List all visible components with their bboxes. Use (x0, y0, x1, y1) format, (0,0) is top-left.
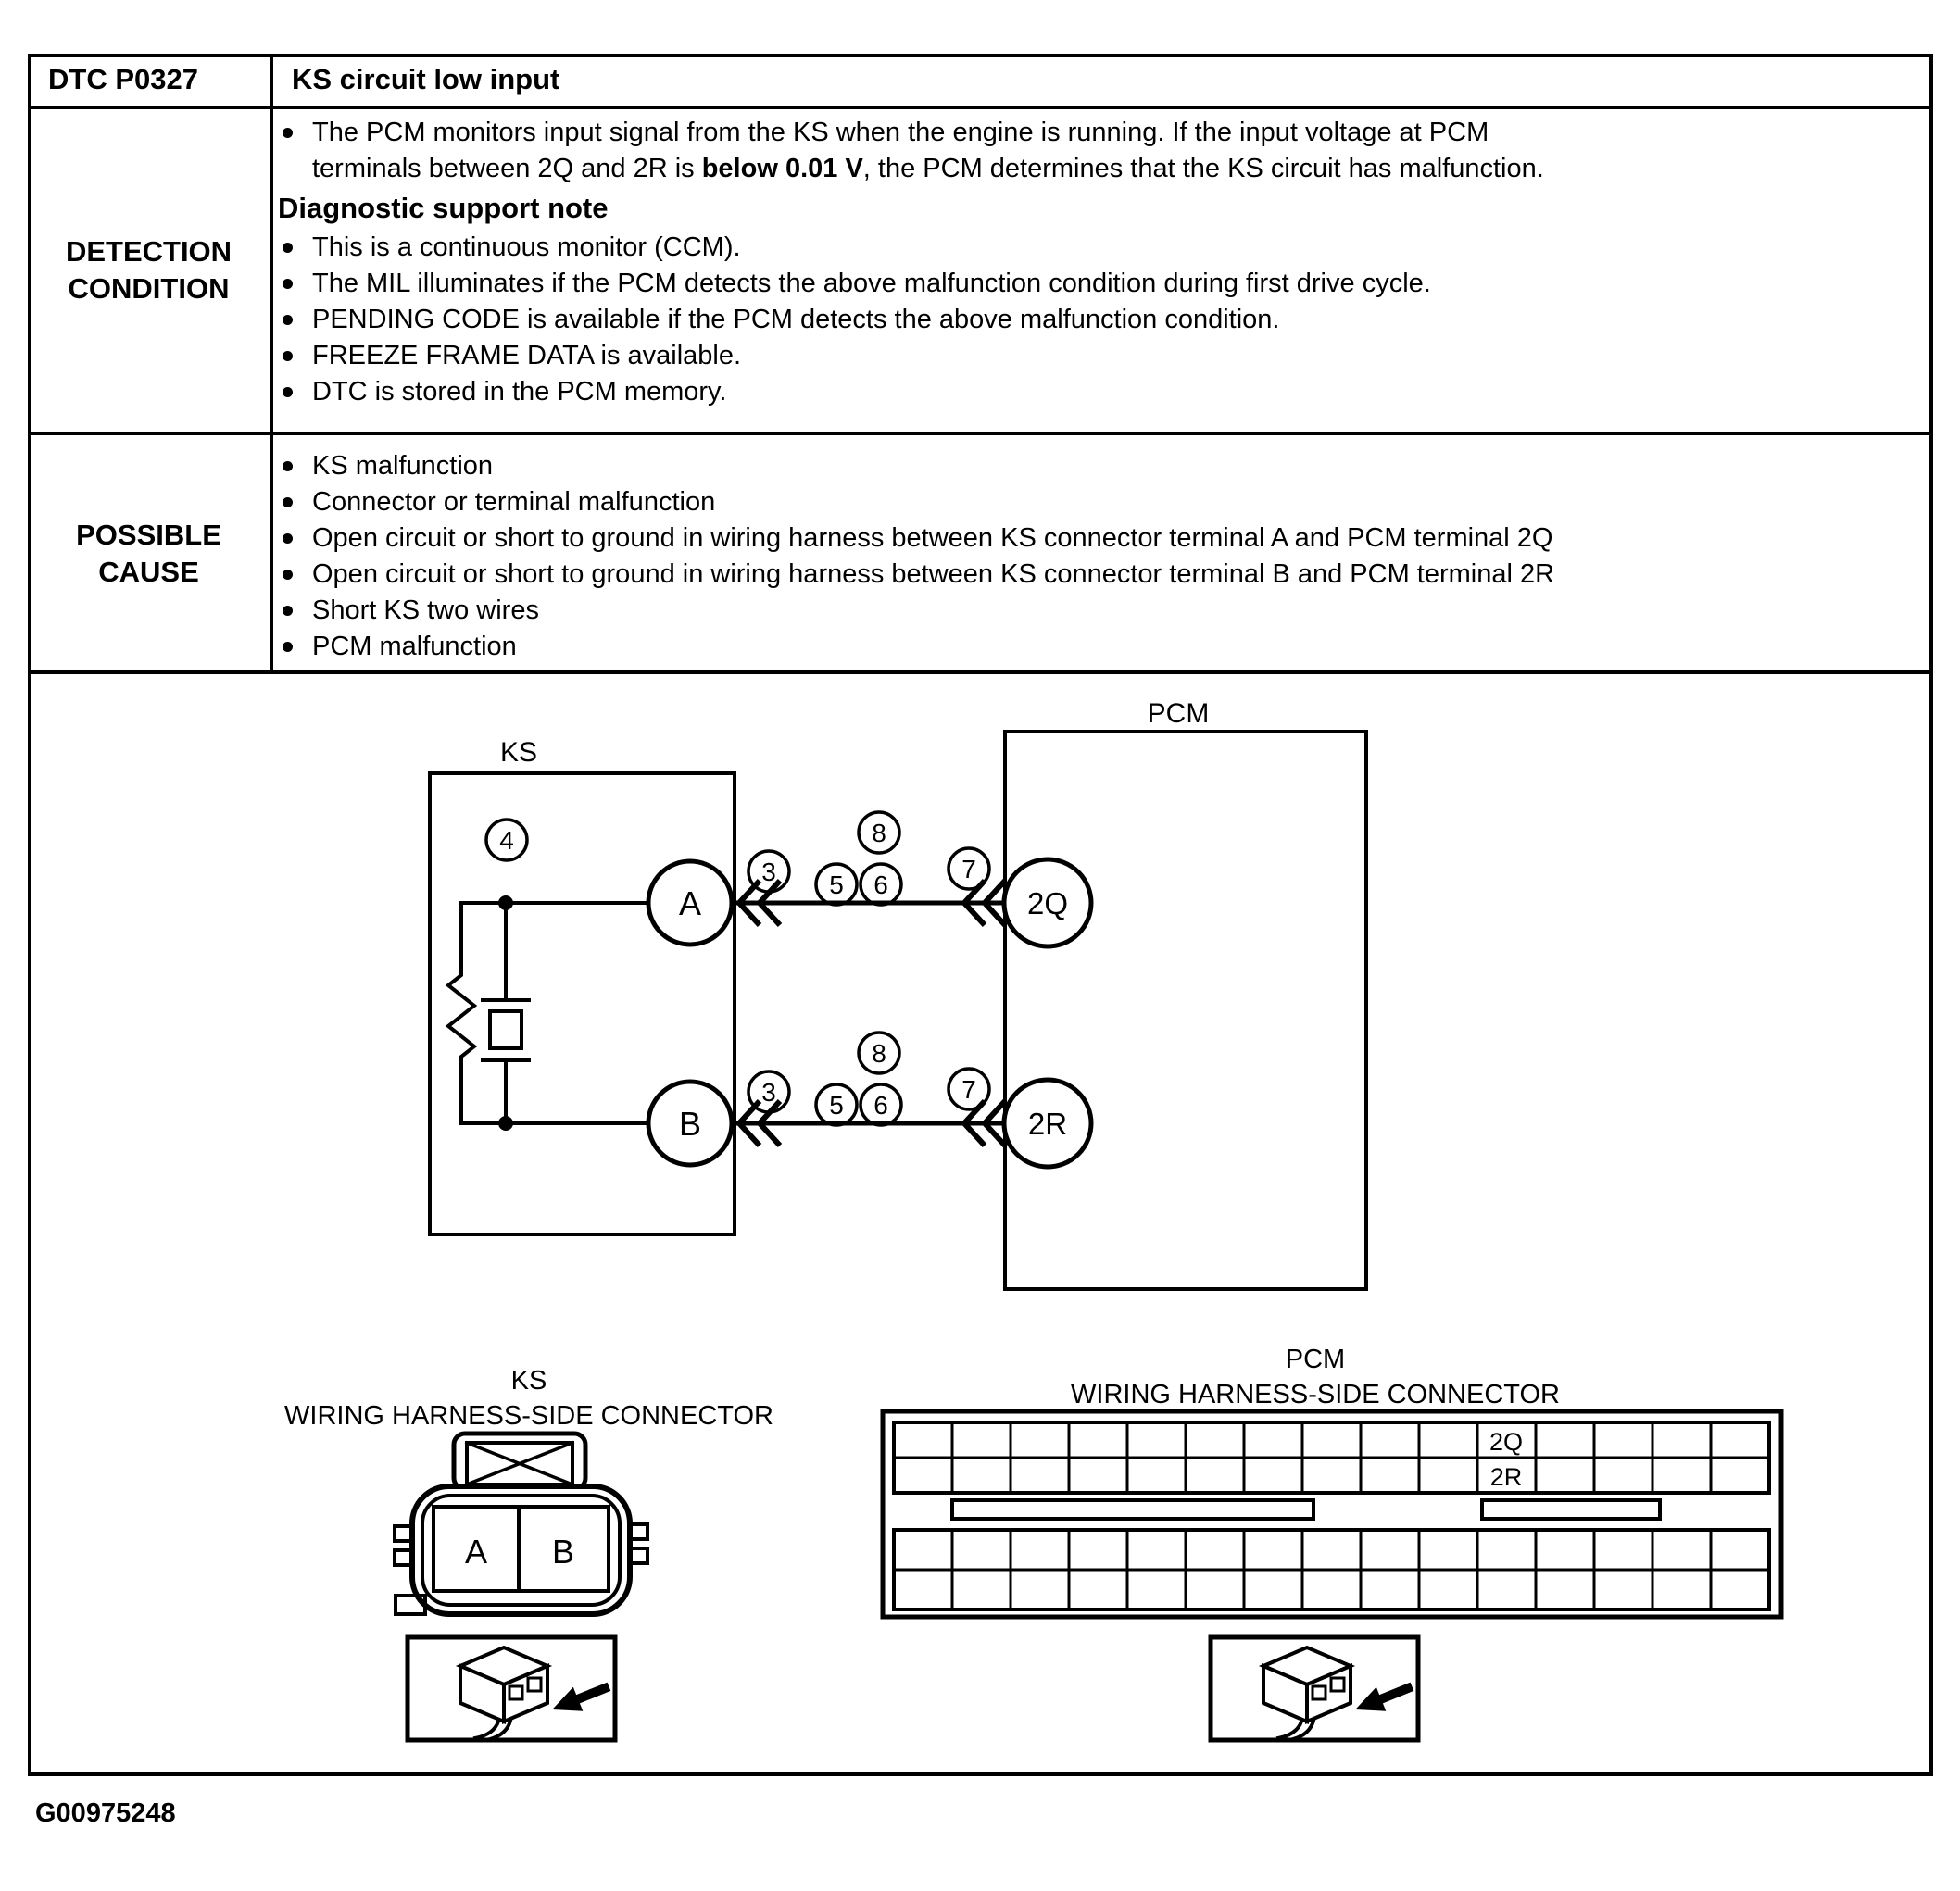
detection-bullet-dtc-stored: DTC is stored in the PCM memory. (278, 374, 1927, 410)
piezo-element-symbol (483, 903, 529, 1123)
threshold-value: below 0.01 V (701, 154, 863, 183)
resistor-symbol (448, 903, 474, 1123)
cause-bullet-ks-malfunction: KS malfunction (278, 448, 1927, 484)
ks-connector-title-line2: WIRING HARNESS-SIDE CONNECTOR (284, 1401, 773, 1431)
callout-7: 7 (961, 1075, 976, 1104)
junction-dot (498, 1116, 513, 1131)
pcm-terminal-2r-label: 2R (1027, 1107, 1068, 1141)
figure-id: G00975248 (35, 1798, 176, 1828)
detection-bullet-monitor-line1: The PCM monitors input signal from the KS when the engine is running. If the input voltage at PCM (312, 118, 1489, 147)
detection-bullet-pending-code: PENDING CODE is available if the PCM detects the above malfunction condition. (278, 302, 1927, 338)
cause-bullet-short-ks-wires: Short KS two wires (278, 593, 1927, 629)
pcm-connector-slot-left (952, 1500, 1313, 1519)
callout-4: 4 (499, 826, 514, 855)
cause-label-line1: POSSIBLE (76, 519, 221, 551)
cause-bullet-open-circuit-b: Open circuit or short to ground in wiring harness between KS connector terminal B and PCM terminal 2R (278, 557, 1927, 593)
callout-5: 5 (829, 1091, 844, 1120)
callout-6: 6 (873, 870, 888, 899)
pcm-pin-2q: 2Q (1489, 1428, 1524, 1456)
pcm-connector-outline (883, 1411, 1781, 1617)
callout-3: 3 (761, 858, 776, 886)
ks-box-label: KS (499, 737, 538, 768)
detection-bullet-ccm: This is a continuous monitor (CCM). (278, 230, 1927, 266)
callout-8: 8 (872, 1039, 886, 1068)
ks-connector-view-icon (408, 1637, 615, 1740)
dtc-code: DTC P0327 (48, 63, 198, 95)
pcm-connector-view-icon (1211, 1637, 1418, 1740)
pcm-connector-slot-right (1482, 1500, 1660, 1519)
callout-circles (486, 812, 989, 1125)
threshold-text-post: , the PCM determines that the KS circuit has malfunction. (862, 154, 1544, 183)
callout-3: 3 (761, 1078, 776, 1107)
dtc-title: KS circuit low input (292, 63, 560, 95)
ks-terminal-b-label: B (678, 1105, 702, 1143)
detection-label-line2: CONDITION (68, 272, 230, 305)
chevron-marks (739, 881, 1005, 1146)
ks-connector-cavity-b: B (551, 1533, 575, 1571)
ks-connector-cavity-a: A (464, 1533, 488, 1571)
pcm-connector-title-line1: PCM (1285, 1345, 1346, 1374)
callout-7: 7 (961, 855, 976, 883)
pcm-pin-2r: 2R (1489, 1463, 1523, 1491)
cause-bullet-open-circuit-a: Open circuit or short to ground in wiring harness between KS connector terminal A and PCM terminal 2Q (278, 520, 1927, 557)
cause-label-line2: CAUSE (98, 556, 199, 588)
diagnostic-support-note-heading: Diagnostic support note (278, 192, 609, 224)
junction-dot (498, 895, 513, 910)
detection-bullet-freeze-frame: FREEZE FRAME DATA is available. (278, 338, 1927, 374)
callout-5: 5 (829, 870, 844, 899)
ks-harness-connector (284, 1366, 773, 1740)
pcm-harness-connector (883, 1345, 1781, 1740)
threshold-text-pre: terminals between 2Q and 2R is (312, 154, 702, 183)
pcm-connector-title-line2: WIRING HARNESS-SIDE CONNECTOR (1071, 1380, 1560, 1409)
cause-bullet-pcm-malfunction: PCM malfunction (278, 629, 1927, 665)
pcm-box (1005, 732, 1366, 1289)
pcm-box-label: PCM (1147, 698, 1210, 729)
detection-bullet-mil: The MIL illuminates if the PCM detects the above malfunction condition during first drive cycle. (278, 266, 1927, 302)
ks-connector-title-line1: KS (510, 1366, 547, 1396)
cause-bullet-connector-terminal: Connector or terminal malfunction (278, 484, 1927, 520)
callout-8: 8 (872, 819, 886, 847)
detection-label-line1: DETECTION (65, 235, 232, 268)
ks-terminal-a-label: A (678, 884, 702, 922)
callout-6: 6 (873, 1091, 888, 1120)
pcm-terminal-2q-label: 2Q (1026, 886, 1069, 920)
